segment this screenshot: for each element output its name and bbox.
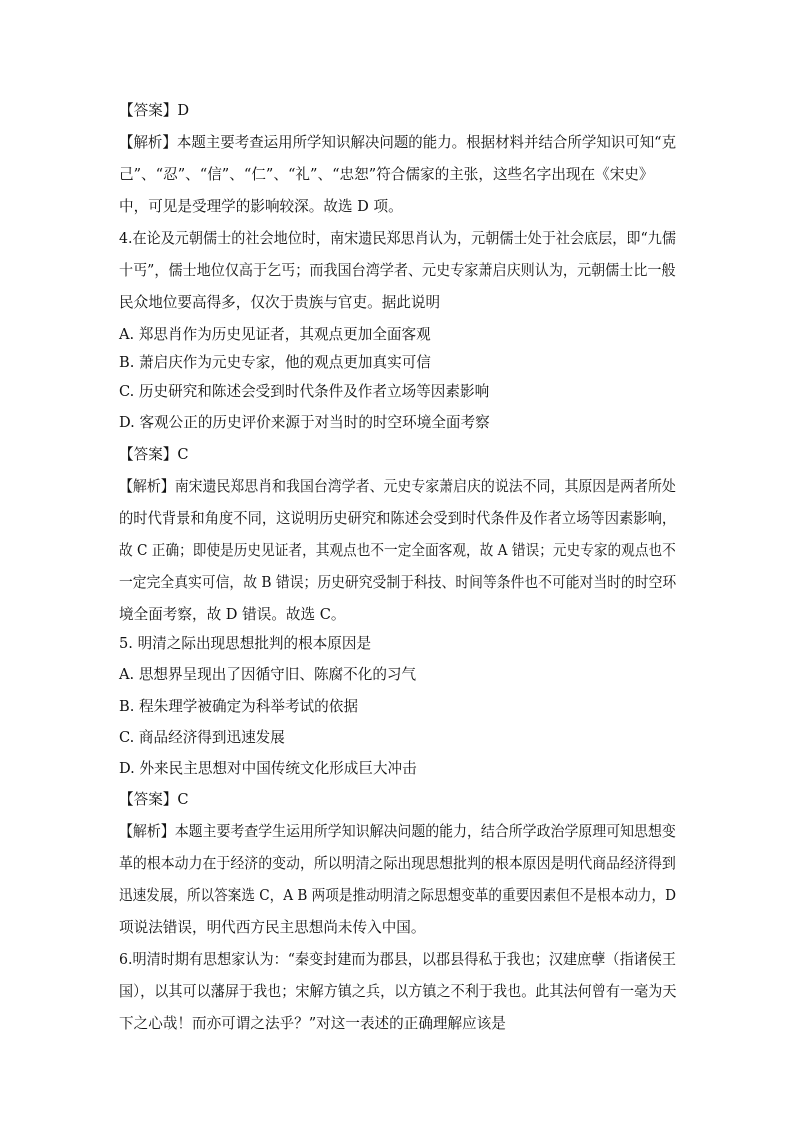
q4-analysis-line-2: 的时代背景和角度不同，这说明历史研究和陈述会受到时代条件及作者立场等因素影响， bbox=[119, 510, 677, 527]
analysis-tag: 【解析】 bbox=[119, 823, 175, 840]
q3-answer-line bbox=[119, 101, 189, 121]
q6-stem-line-3: 下之心哉！而亦可谓之法乎？”对这一表述的正确理解应该是 bbox=[119, 1015, 506, 1032]
q4-option-c: C. 历史研究和陈述会受到时代条件及作者立场等因素影响 bbox=[119, 383, 490, 400]
q5-analysis-line-2: 革的根本动力在于经济的变动，所以明清之际出现思想批判的根本原因是明代商品经济得到 bbox=[119, 855, 676, 872]
answer-tag: 【答案】 bbox=[119, 102, 178, 119]
q4-option-a: A. 郑思肖作为历史见证者，其观点更加全面客观 bbox=[119, 326, 431, 343]
analysis-tag: 【解析】 bbox=[119, 134, 177, 151]
q4-analysis-text: 南宋遗民郑思肖和我国台湾学者、元史专家萧启庆的说法不同，其原因是两者所处 bbox=[174, 478, 676, 495]
q6-stem-line-1: 6.明清时期有思想家认为：“秦变封建而为郡县，以郡县得私于我也；汉建庶孽（指诸侯王 bbox=[119, 951, 676, 968]
q3-analysis-line-1 bbox=[119, 133, 676, 153]
answer-tag: 【答案】 bbox=[119, 446, 178, 463]
q5-analysis-text: 本题主要考查学生运用所学知识解决问题的能力，结合所学政治学原理可知思想变 bbox=[174, 823, 676, 840]
q4-analysis-line-4: 一定完全真实可信，故 B 错误；历史研究受制于科技、时间等条件也不可能对当时的时空环 bbox=[119, 574, 677, 591]
q5-stem-line-1: 5. 明清之际出现思想批判的根本原因是 bbox=[119, 635, 372, 652]
q4-option-d: D. 客观公正的历史评价来源于对当时的时空环境全面考察 bbox=[119, 414, 490, 431]
q5-answer: C bbox=[177, 791, 189, 808]
q3-analysis-line-3: 中，可见是受理学的影响较深。故选 D 项。 bbox=[119, 198, 403, 215]
analysis-tag: 【解析】 bbox=[119, 478, 175, 495]
q5-analysis-line-4: 项说法错误，明代西方民主思想尚未传入中国。 bbox=[119, 919, 426, 936]
q5-option-c: C. 商品经济得到迅速发展 bbox=[119, 729, 285, 746]
q4-stem-line-3: 民众地位要高得多，仅次于贵族与官吏。据此说明 bbox=[119, 294, 441, 311]
q5-analysis-line-3: 迅速发展，所以答案选 C，A B 两项是推动明清之际思想变革的重要因素但不是根本动力，D bbox=[119, 887, 677, 904]
q5-option-a: A. 思想界呈现出了因循守旧、陈腐不化的习气 bbox=[119, 666, 417, 683]
answer-tag: 【答案】 bbox=[119, 791, 178, 808]
q4-analysis-line-3: 故 C 正确；即使是历史见证者，其观点也不一定全面客观，故 A 错误；元史专家的观点也不 bbox=[119, 542, 676, 559]
q4-analysis-line-5: 境全面考察，故 D 错误。故选 C。 bbox=[119, 606, 346, 623]
q4-stem-line-1: 4.在论及元朝儒士的社会地位时，南宋遗民郑思肖认为，元朝儒士处于社会底层，即“九儒 bbox=[119, 230, 676, 247]
q3-answer: D bbox=[177, 102, 190, 119]
q5-option-d: D. 外来民主思想对中国传统文化形成巨大冲击 bbox=[119, 760, 417, 777]
q3-analysis-line-2: 己”、“忍”、“信”、“仁”、“礼”、“忠恕”符合儒家的主张，这些名字出现在《宋史》 bbox=[119, 166, 654, 183]
q4-analysis-line-1 bbox=[119, 477, 676, 497]
q3-analysis-text: 本题主要考查运用所学知识解决问题的能力。根据材料并结合所学知识可知“克 bbox=[176, 134, 677, 151]
q5-answer-line bbox=[119, 790, 189, 810]
q6-stem-line-2: 国），以其可以藩屏于我也；宋解方镇之兵，以方镇之不利于我也。此其法何曾有一毫为天 bbox=[119, 983, 677, 1000]
q5-option-b: B. 程朱理学被确定为科举考试的依据 bbox=[119, 698, 358, 715]
q4-stem-line-2: 十丐”，儒士地位仅高于乞丐；而我国台湾学者、元史专家萧启庆则认为，元朝儒士比一般 bbox=[119, 262, 676, 279]
q5-analysis-line-1 bbox=[119, 822, 676, 842]
q4-answer-line bbox=[119, 445, 189, 465]
q4-option-b: B. 萧启庆作为元史专家，他的观点更加真实可信 bbox=[119, 354, 431, 371]
q4-answer: C bbox=[177, 446, 189, 463]
